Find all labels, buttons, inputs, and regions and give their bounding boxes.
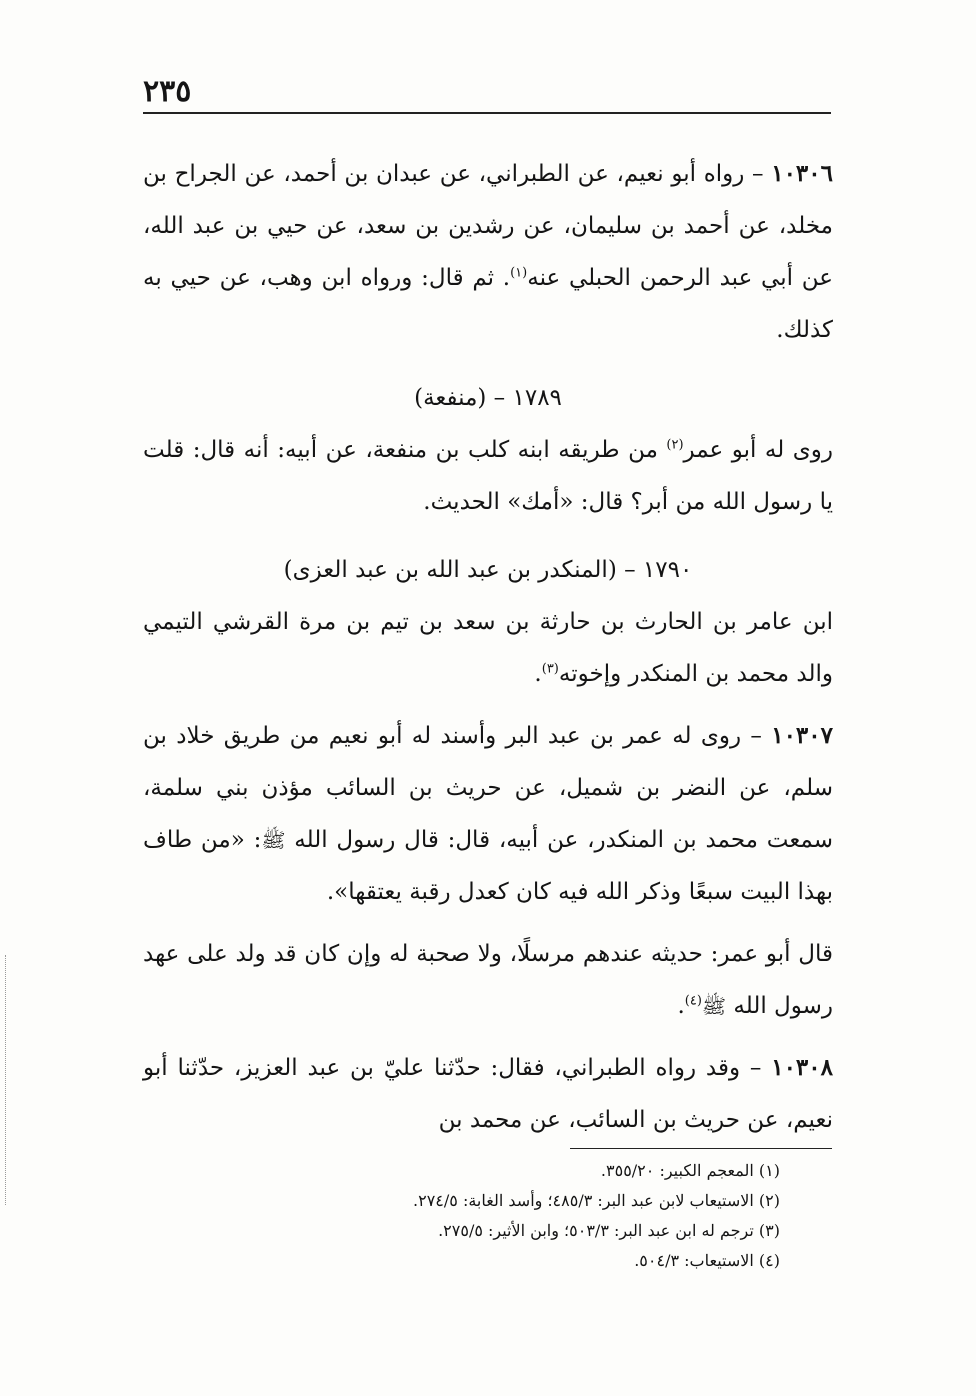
- scan-margin-marks: [5, 955, 7, 1205]
- paragraph-text: . ثم قال: ورواه ابن وهب، عن حيي به كذلك.: [143, 265, 833, 343]
- footnote-4: (٤) الاستيعاب: ٥٠٤/٣.: [634, 1251, 780, 1270]
- paragraph-text: – روى له عمر بن عبد البر وأسند له أبو نعيم من طريق خلاد بن سلم، عن النضر بن شميل، عن حريث بن السائب مؤذن بني سلمة، سمعت محمد بن المنكدر، عن أبيه، قال: قال رسول الله: [143, 723, 833, 853]
- salawat-glyph: ﷺ: [261, 828, 286, 852]
- paragraph-text: .: [534, 661, 542, 687]
- footnote-ref: (١): [510, 265, 528, 281]
- header-rule: [143, 112, 831, 114]
- footnote-ref: (٤): [684, 993, 702, 1009]
- entry-heading-1790: ١٧٩٠ – (المنكدر بن عبد الله بن عبد العزى): [283, 557, 693, 583]
- footnote-ref: (٢): [666, 437, 684, 453]
- hadith-number: ١٠٣٠٨: [771, 1054, 833, 1081]
- footnote-separator: [570, 1148, 832, 1149]
- paragraph-text: – رواه أبو نعيم، عن الطبراني، عن عبدان بن أحمد، عن الجراح بن مخلد، عن أحمد بن سليمان، عن رشدين بن سعد، عن حيي بن عبد الله، عن أبي عبد الرحمن الحبلي عنه: [143, 161, 833, 291]
- paragraph-1789: [143, 424, 833, 528]
- footnotes: [220, 1156, 780, 1276]
- main-text: [143, 148, 833, 1156]
- footnote-1: (١) المعجم الكبير: ٣٥٥/٢٠.: [600, 1161, 780, 1180]
- entry-heading-1789: ١٧٨٩ – (منفعة): [414, 385, 562, 411]
- salawat-glyph: ﷺ: [701, 994, 727, 1018]
- hadith-number: ١٠٣٠٧: [771, 722, 833, 749]
- paragraph-text: قال أبو عمر: حديثه عندهم مرسلًا، ولا صحبة له وإن كان قد ولد على عهد رسول الله: [143, 941, 833, 1019]
- paragraph-10308: [143, 1042, 833, 1146]
- paragraph-10307: [143, 710, 833, 918]
- paragraph-text: ابن عامر بن الحارث بن حارثة بن سعد بن تيم بن مرة القرشي التيمي والد محمد بن المنكدر وإخوته: [143, 609, 833, 687]
- footnote-3: (٣) ترجم له ابن عبد البر: ٥٠٣/٣؛ وابن الأثير: ٢٧٥/٥.: [438, 1221, 780, 1240]
- footnote-2: (٢) الاستيعاب لابن عبد البر: ٤٨٥/٣؛ وأسد الغابة: ٢٧٤/٥.: [413, 1191, 780, 1210]
- paragraph-10306: [143, 148, 833, 356]
- paragraph-abu-umar: [143, 928, 833, 1032]
- paragraph-text: .: [677, 993, 685, 1019]
- page-number: ٢٣٥: [143, 74, 192, 109]
- paragraph-text: : «من طاف بهذا البيت سبعًا وذكر الله فيه كان كعدل رقبة يعتقها».: [143, 827, 833, 905]
- paragraph-text: روى له أبو عمر: [683, 437, 833, 463]
- hadith-number: ١٠٣٠٦: [771, 160, 833, 187]
- paragraph-1790: [143, 596, 833, 700]
- paragraph-text: – وقد رواه الطبراني، فقال: حدّثنا عليّ بن عبد العزيز، حدّثنا أبو نعيم، عن حريث بن السائب، عن محمد بن: [143, 1055, 833, 1133]
- footnote-ref: (٣): [541, 661, 559, 677]
- paragraph-text: من طريقه ابنه كلب بن منفعة، عن أبيه: أنه قال: قلت يا رسول الله من أبر؟ قال: «أمك» الحديث.: [143, 437, 833, 515]
